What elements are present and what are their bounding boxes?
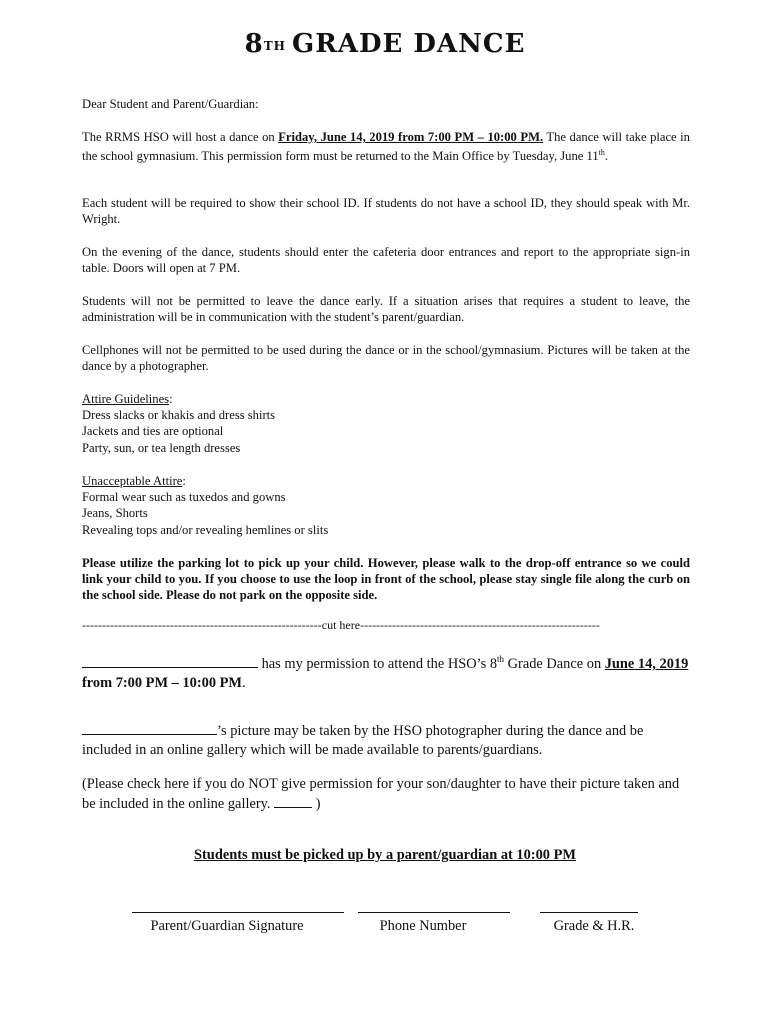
parking-paragraph: Please utilize the parking lot to pick up your child. However, please walk to the drop-off entrance so we could link your child to you. If you choose to use the loop in front of the school, please stay single file along the curb on the school side. Please do not park on the opposite side. [82,556,690,603]
unacceptable-item: Revealing tops and/or revealing hemlines or slits [82,522,329,537]
page-title: 8TH GRADE DANCE [244,29,526,59]
cellphone-paragraph: Cellphones will not be permitted to be used during the dance or in the school/gymnasium. Pictures will be taken at the dance by a photographer. [82,343,690,374]
parent-signature-line[interactable] [132,912,344,913]
attire-heading: Attire Guidelines [82,392,170,406]
attire-item: Dress slacks or khakis and dress shirts [82,408,276,423]
permission-statement: has my permission to attend the HSO’s 8th Grade Dance on June 14, 2019 from 7:00 PM – 10:00 PM. [82,654,689,691]
picture-statement: ’s picture may be taken by the HSO photographer during the dance and be included in an online gallery which will be made available to parents/guardians. [82,723,644,758]
greeting: Dear Student and Parent/Guardian: [82,97,259,111]
phone-number-label: Phone Number [379,918,467,934]
permission-time: from 7:00 PM – 10:00 PM [82,674,242,691]
student-name-blank-picture[interactable] [82,721,217,735]
photo-optout-statement: (Please check here if you do NOT give permission for your son/daughter to have their picture taken and be included in the online gallery. ) [82,776,680,812]
student-name-blank[interactable] [82,654,258,668]
unacceptable-item: Formal wear such as tuxedos and gowns [82,490,286,505]
permission-date: June 14, 2019 [604,655,689,672]
entrance-paragraph: On the evening of the dance, students should enter the cafeteria door entrances and report to the appropriate sign-in table. Doors will open at 7 PM. [82,245,690,276]
attire-item: Jackets and ties are optional [82,424,224,439]
phone-number-line[interactable] [358,912,510,913]
intro-paragraph: The RRMS HSO will host a dance on Friday, June 14, 2019 from 7:00 PM – 10:00 PM. The dance will take place in the school gymnasium. This permission form must be returned to the Main Office by Tuesday, June 11th. [82,130,690,164]
attire-item: Party, sun, or tea length dresses [82,440,241,455]
cut-here-line: ------------------------------------------------------------cut here------------------------------------------------------------ [82,618,600,632]
unacceptable-attire: Unacceptable Attire: Formal wear such as tuxedos and gowns Jeans, Shorts Revealing tops and/or revealing hemlines or slits [82,473,690,538]
school-id-paragraph: Each student will be required to show their school ID. If students do not have a school ID, they should speak with Mr. Wright. [82,196,690,227]
grade-hr-label: Grade & H.R. [553,918,635,934]
grade-hr-line[interactable] [540,912,638,913]
attire-guidelines: Attire Guidelines: Dress slacks or khakis and dress shirts Jackets and ties are optional Party, sun, or tea length dresses [82,391,690,456]
dance-date: Friday, June 14, 2019 from 7:00 PM – 10:00 PM. [278,130,544,144]
parent-signature-label: Parent/Guardian Signature [150,918,304,934]
unacceptable-heading: Unacceptable Attire [82,474,183,488]
pickup-note: Students must be picked up by a parent/guardian at 10:00 PM [194,847,576,863]
optout-check-blank[interactable] [274,794,312,808]
unacceptable-item: Jeans, Shorts [82,506,148,521]
leaving-paragraph: Students will not be permitted to leave the dance early. If a situation arises that requires a student to leave, the administration will be in communication with the student’s parent/guardian. [82,294,690,325]
